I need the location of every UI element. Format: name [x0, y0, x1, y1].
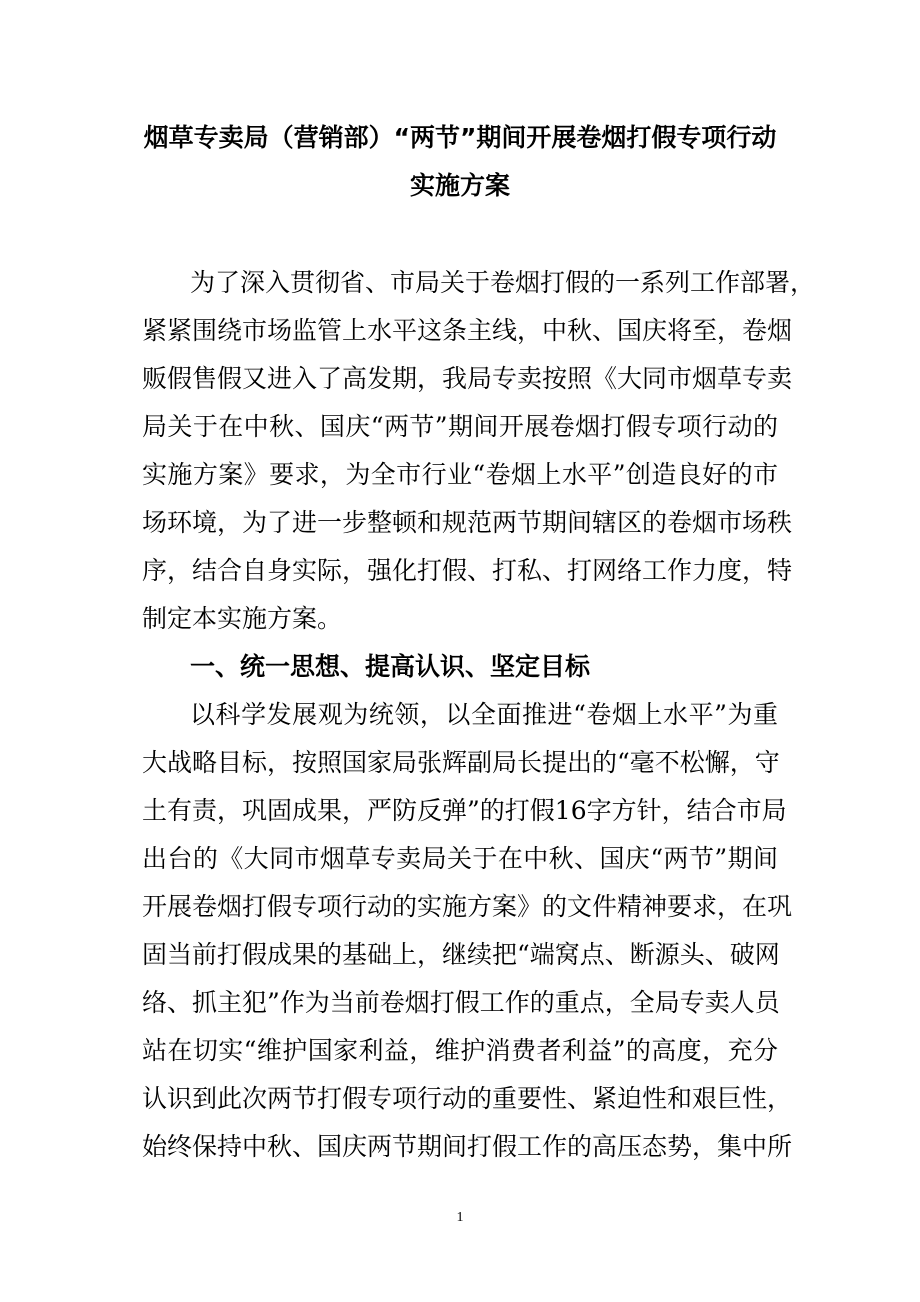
document-title-line-1: 烟草专卖局（营销部）“两节”期间开展卷烟打假专项行动: [143, 123, 777, 152]
paragraph-1-line: 局关于在中秋、国庆“两节”期间开展卷烟打假专项行动的: [142, 412, 778, 441]
paragraph-2-line: 开展卷烟打假专项行动的实施方案》的文件精神要求，在巩: [142, 892, 793, 921]
paragraph-1-line: 贩假售假又进入了高发期，我局专卖按照《大同市烟草专卖: [142, 364, 793, 393]
paragraph-1-line: 实施方案》要求，为全市行业“卷烟上水平”创造良好的市: [142, 460, 778, 489]
paragraph-2-line: 土有责，巩固成果，严防反弹”的打假16字方针，结合市局: [142, 796, 787, 825]
document-title-line-2: 实施方案: [409, 171, 510, 200]
paragraph-2-line: 络、抓主犯”作为当前卷烟打假工作的重点，全局专卖人员: [142, 988, 780, 1017]
paragraph-1-line: 制定本实施方案。: [142, 604, 343, 633]
paragraph-1-line: 序，结合自身实际，强化打假、打私、打网络工作力度，特: [142, 556, 793, 585]
paragraph-1-line: 场环境，为了进一步整顿和规范两节期间辖区的卷烟市场秩: [142, 508, 793, 537]
paragraph-2-line: 出台的《大同市烟草专卖局关于在中秋、国庆“两节”期间: [142, 844, 778, 873]
paragraph-2-line: 固当前打假成果的基础上，继续把“端窝点、断源头、破网: [142, 940, 780, 969]
paragraph-1-line: 紧紧围绕市场监管上水平这条主线，中秋、国庆将至，卷烟: [142, 316, 793, 345]
page-number: 1: [456, 1210, 464, 1225]
paragraph-2-line: 认识到此次两节打假专项行动的重要性、紧迫性和艰巨性，: [142, 1084, 793, 1113]
paragraph-2-line: 以科学发展观为统领，以全面推进“卷烟上水平”为重: [190, 700, 778, 729]
paragraph-2-line: 站在切实“维护国家利益，维护消费者利益”的高度，充分: [142, 1036, 778, 1065]
paragraph-1-line: 为了深入贯彻省、市局关于卷烟打假的一系列工作部署，: [190, 268, 816, 297]
paragraph-2-line: 始终保持中秋、国庆两节期间打假工作的高压态势，集中所: [142, 1132, 793, 1161]
section-1-heading: 一、统一思想、提高认识、坚定目标: [190, 652, 591, 681]
paragraph-2-line: 大战略目标，按照国家局张辉副局长提出的“毫不松懈，守: [142, 748, 780, 777]
